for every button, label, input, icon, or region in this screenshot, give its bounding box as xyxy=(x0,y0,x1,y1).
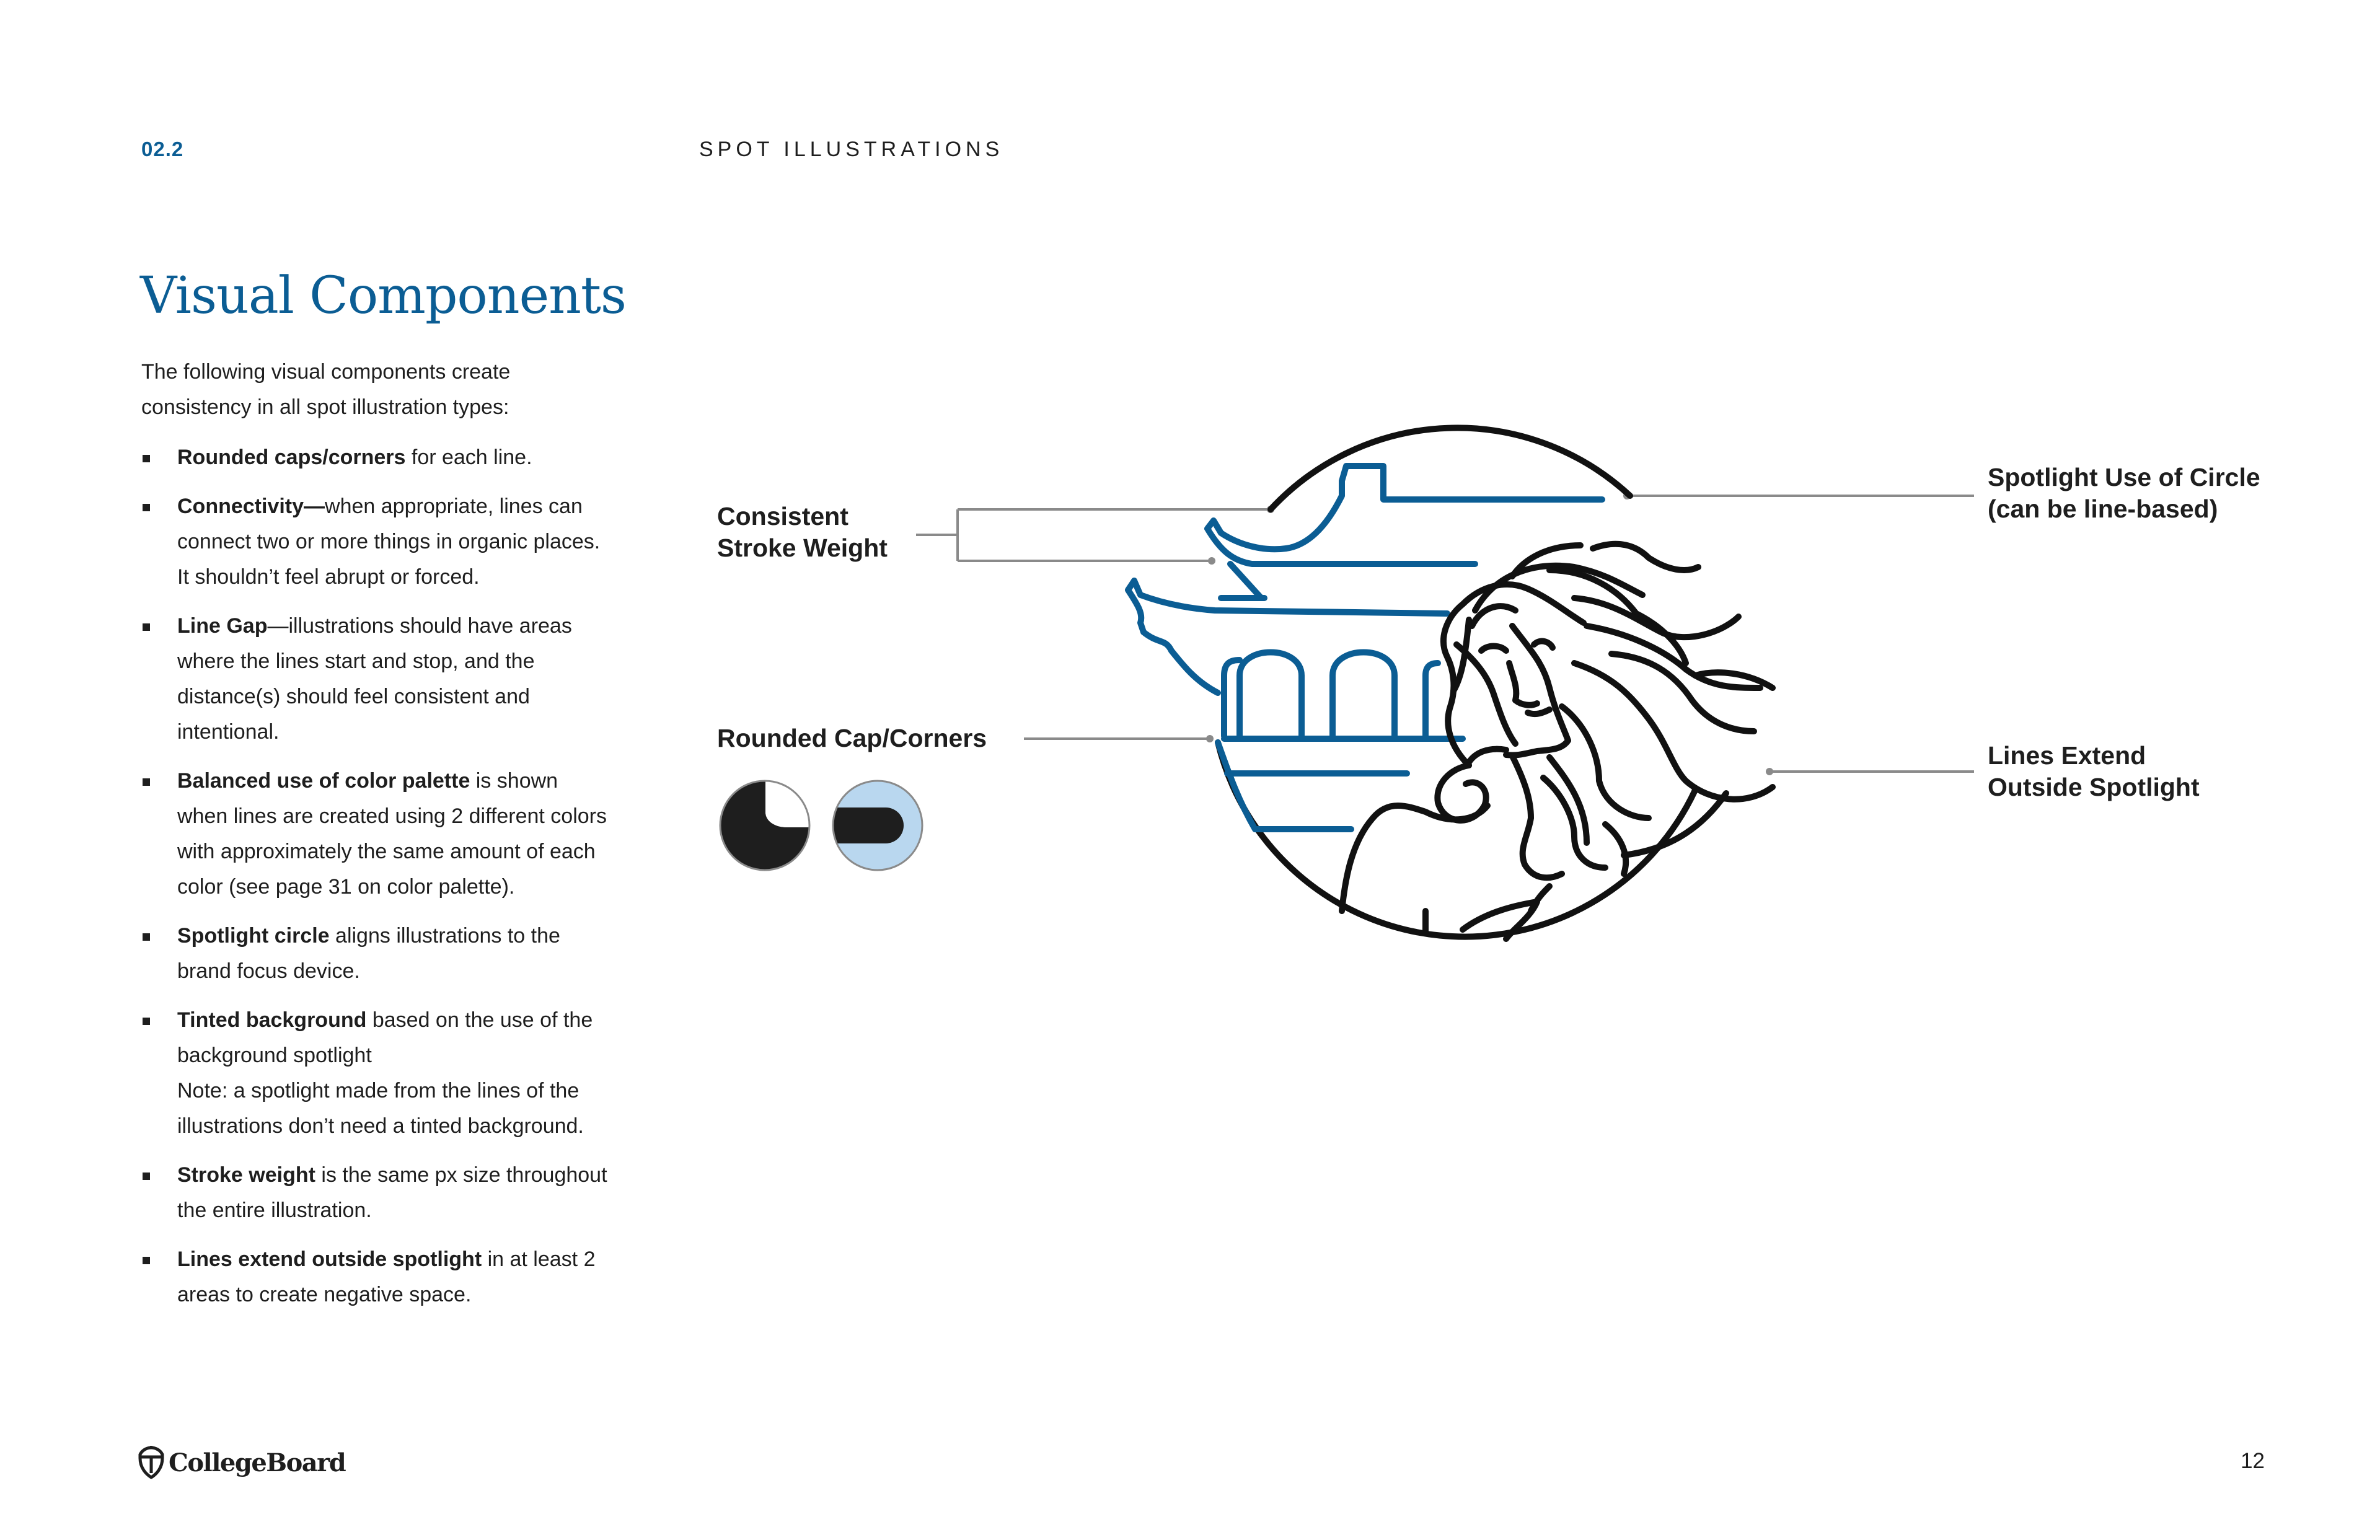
collegeboard-logo xyxy=(138,1444,345,1481)
rounded-cap-sample-icon xyxy=(824,781,922,870)
list-item-note: Note: a spotlight made from the lines of the illustrations don’t need a tinted background. xyxy=(177,1079,584,1138)
list-item-term: Connectivity— xyxy=(177,495,325,518)
acorn-icon xyxy=(138,1446,165,1479)
list-item-text: aligns illustrations to the brand focus device. xyxy=(177,924,560,983)
list-item-term: Spotlight circle xyxy=(177,924,330,948)
callout-line: Outside Spotlight xyxy=(1988,773,2200,801)
list-item-term: Lines extend outside spotlight xyxy=(177,1247,482,1271)
callout-line: Consistent xyxy=(717,502,848,530)
list-item-term: Balanced use of color palette xyxy=(177,769,470,793)
callout-spotlight-circle xyxy=(1988,462,2260,525)
callout-line: Spotlight Use of Circle xyxy=(1988,463,2260,491)
callout-rounded-caps xyxy=(717,723,987,754)
list-item-text: is the same px size throughout the entire illustration. xyxy=(177,1163,607,1222)
page-title: Visual Components xyxy=(140,266,626,325)
callout-line: Stroke Weight xyxy=(717,534,888,562)
list-item-text: in at least 2 areas to create negative space. xyxy=(177,1247,596,1306)
list-item-text: —illustrations should have areas where the lines start and stop, and the distance(s) should feel consistent and intentional. xyxy=(177,614,572,744)
rounded-corner-sample-icon xyxy=(719,778,818,880)
list-item-term: Rounded caps/corners xyxy=(177,446,406,469)
page-number: 12 xyxy=(2241,1449,2265,1473)
callout-lines-extend xyxy=(1988,740,2200,803)
section-title: SPOT ILLUSTRATIONS xyxy=(699,138,1004,161)
list-item-term: Stroke weight xyxy=(177,1163,315,1187)
callout-stroke-weight xyxy=(717,501,888,564)
list-item-text: when appropriate, lines can connect two or more things in organic places. It shouldn’t feel abrupt or forced. xyxy=(177,495,601,589)
callout-line: Rounded Cap/Corners xyxy=(717,724,987,752)
leader-dots xyxy=(1206,492,1773,775)
callout-line: (can be line-based) xyxy=(1988,495,2218,523)
section-number: 02.2 xyxy=(141,138,184,161)
callout-line: Lines Extend xyxy=(1988,741,2146,770)
list-item-term: Line Gap xyxy=(177,614,268,638)
list-item-term: Tinted background xyxy=(177,1008,367,1032)
list-item-text: based on the use of the background spotlight xyxy=(177,1008,593,1067)
intro-paragraph: The following visual components create consistency in all spot illustration types: xyxy=(141,360,511,419)
list-item-text: is shown when lines are created using 2 different colors with approximately the same amount of each color (see page 31 on color palette). xyxy=(177,769,607,899)
brand-name: CollegeBoard xyxy=(169,1448,346,1477)
list-item-text: for each line. xyxy=(405,446,532,469)
stroke-weight-leader xyxy=(916,509,1269,561)
